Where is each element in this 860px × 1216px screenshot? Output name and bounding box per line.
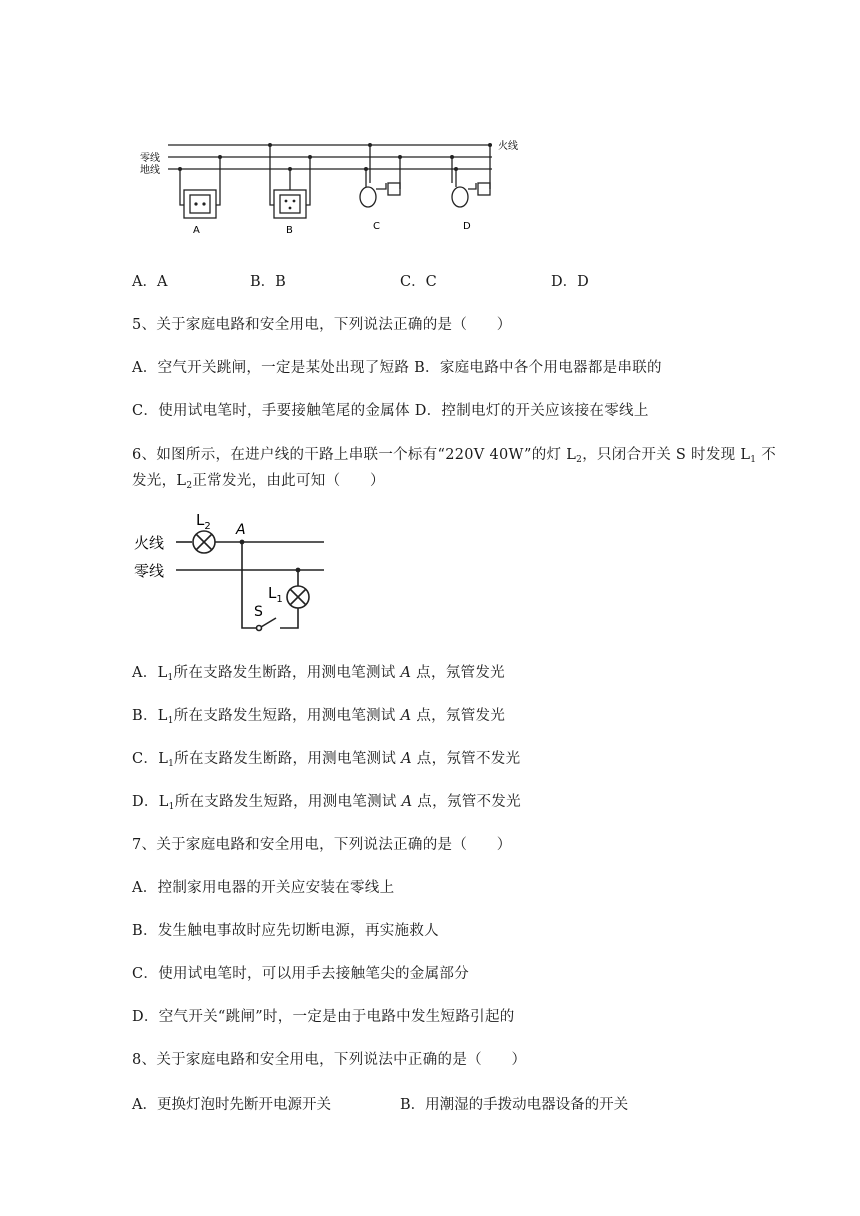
q4-option-b: B．B — [250, 274, 286, 290]
q4-option-d: D．D — [551, 274, 589, 290]
q8-option-b: B．用潮湿的手拨动电器设备的开关 — [400, 1097, 629, 1113]
q6-option-b: B．$L_1$所在支路发生短路，用测电笔测试 A 点，氖管发光 — [132, 708, 506, 726]
q6-option-c: C．$L_1$所在支路发生断路，用测电笔测试 A 点，氖管不发光 — [132, 751, 521, 769]
q7-option-b: B．发生触电事故时应先切断电源，再实施救人 — [132, 923, 439, 939]
fig2-switch-label: S — [254, 604, 263, 620]
q5-options-line2: C．使用试电笔时，手要接触笔尾的金属体 D．控制电灯的开关应该接在零线上 — [132, 403, 649, 419]
lamp-d-label: D — [463, 221, 471, 232]
circuit-diagram-2 — [130, 508, 350, 638]
q4-option-c: C．C — [400, 274, 437, 290]
q5-options-line1: A．空气开关跳闸，一定是某处出现了短路 B．家庭电路中各个用电器都是串联的 — [132, 360, 662, 376]
q7-option-d: D．空气开关“跳闸”时，一定是由于电路中发生短路引起的 — [132, 1009, 515, 1025]
q6-option-a: A．$L_1$所在支路发生断路，用测电笔测试 A 点，氖管发光 — [132, 665, 505, 683]
neutral-wire-label: 零线 — [140, 153, 160, 164]
live-wire-label: 火线 — [498, 141, 518, 152]
q7-option-c: C．使用试电笔时，可以用手去接触笔尖的金属部分 — [132, 966, 469, 982]
q6-stem-line2: 发光，$L_2$正常发光，由此可知（ ） — [132, 473, 385, 491]
fig2-lamp2-label: $L_2$ — [196, 511, 211, 532]
ground-wire-label: 地线 — [140, 165, 160, 176]
lamp-c-label: C — [373, 221, 380, 232]
q4-option-a: A．A — [132, 274, 168, 290]
fig2-lamp1-label: $L_1$ — [268, 584, 283, 605]
wiring-diagram-1 — [130, 135, 550, 245]
q8-stem: 8、关于家庭电路和安全用电，下列说法中正确的是（ ） — [132, 1052, 527, 1068]
q6-stem-line1: 6、如图所示，在进户线的干路上串联一个标有“220V 40W”的灯 $L_2$，只闭合开关 S 时发现 $L_1$ 不 — [132, 447, 777, 465]
socket-b-label: B — [286, 225, 293, 236]
fig2-live-label: 火线 — [134, 534, 165, 552]
q5-stem: 5、关于家庭电路和安全用电，下列说法正确的是（ ） — [132, 317, 512, 333]
socket-a-label: A — [193, 225, 200, 236]
fig2-point-a-label: A — [236, 522, 246, 538]
q8-option-a: A．更换灯泡时先断开电源开关 — [132, 1097, 331, 1113]
q7-stem: 7、关于家庭电路和安全用电，下列说法正确的是（ ） — [132, 837, 512, 853]
fig2-neutral-label: 零线 — [134, 562, 165, 580]
q7-option-a: A．控制家用电器的开关应安装在零线上 — [132, 880, 395, 896]
q6-option-d: D．$L_1$所在支路发生短路，用测电笔测试 A 点，氖管不发光 — [132, 794, 521, 812]
